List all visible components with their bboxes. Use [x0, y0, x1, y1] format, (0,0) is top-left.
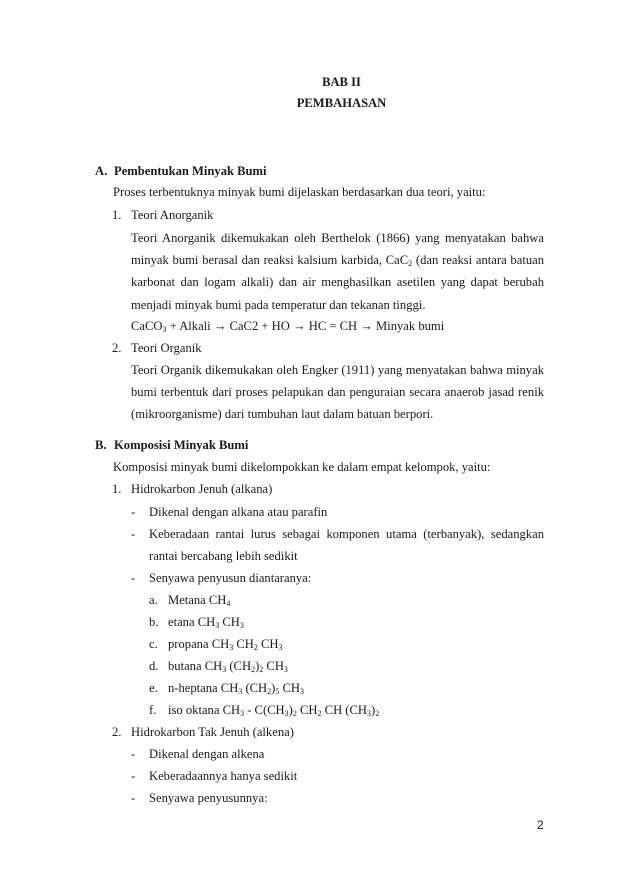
- bullet-dash: -: [131, 527, 136, 541]
- item-a2-title: Teori Organik: [131, 341, 202, 355]
- compound-e-label: e.: [149, 681, 158, 695]
- section-b-label: B.: [95, 438, 107, 452]
- compound-a-label: a.: [149, 593, 158, 607]
- section-a-heading: [95, 164, 267, 179]
- compound-d: butana $CH_3$ $(CH_2)_2$ $CH_3$: [168, 659, 288, 674]
- bullet-dash: -: [131, 769, 136, 783]
- chapter-number: BAB II: [322, 75, 361, 89]
- section-b-heading: [95, 438, 248, 453]
- item-a2-line-2: bumi terbentuk dari proses pelapukan dan penguraian secara anaerob jasad renik: [131, 385, 544, 399]
- item-a1-number: 1.: [112, 208, 122, 222]
- b2-bullet-2: Keberadaannya hanya sedikit: [149, 769, 298, 783]
- compound-b-label: b.: [149, 615, 159, 629]
- b1-bullet-2: Keberadaan rantai lurus sebagai komponen utama (terbanyak), sedangkan: [149, 527, 544, 541]
- item-a1-line-4: menjadi minyak bumi pada temperatur dan tekanan tinggi.: [131, 298, 426, 312]
- section-a-intro: Proses terbentuknya minyak bumi dijelaskan berdasarkan dua teori, yaitu:: [113, 185, 486, 199]
- compound-f: iso oktana $CH_3 - C(CH_3)_2$ $CH_2$ CH $(CH_3)_2$: [168, 703, 380, 718]
- bullet-dash: -: [131, 747, 136, 761]
- chapter-title: PEMBAHASAN: [296, 96, 387, 110]
- compound-d-label: d.: [149, 659, 159, 673]
- compound-f-label: f.: [149, 703, 157, 717]
- bullet-dash: -: [131, 571, 136, 585]
- item-a1-line-3: karbonat dan logam alkali) dan air menghasilkan asetilen yang dapat berubah: [131, 275, 544, 289]
- item-a1-line-2: minyak bumi berasal dan reaksi kalsium karbida, CaC$_2$ (dan reaksi antara batuan: [131, 253, 545, 268]
- item-b1-number: 1.: [112, 482, 122, 496]
- item-a2-line-3: (mikroorganisme) dari tumbuhan laut dalam batuan berpori.: [131, 407, 434, 421]
- b1-bullet-3: Senyawa penyusun diantaranya:: [149, 571, 312, 585]
- page-number: 2: [537, 818, 544, 832]
- reaction-equation: CaCO$_3$ + Alkali → CaC2 + HO → HC = CH → Minyak bumi: [131, 319, 445, 334]
- compound-c-label: c.: [149, 637, 158, 651]
- compound-e: n-heptana $CH_3$ $(CH_2)_5$ $CH_3$: [168, 681, 304, 696]
- item-a2-number: 2.: [112, 341, 122, 355]
- b1-bullet-2-cont: rantai bercabang lebih sedikit: [149, 549, 298, 563]
- compound-b: etana $CH_3$ $CH_3$: [168, 615, 244, 630]
- b2-bullet-1: Dikenal dengan alkena: [149, 747, 265, 761]
- bullet-dash: -: [131, 791, 136, 805]
- item-a1-line-1: Teori Anorganik dikemukakan oleh Berthelok (1866) yang menyatakan bahwa: [131, 231, 544, 245]
- item-b2-number: 2.: [112, 725, 122, 739]
- section-a-title: Pembentukan Minyak Bumi: [114, 164, 267, 178]
- compound-c: propana $CH_3$ $CH_2$ $CH_3$: [168, 637, 283, 652]
- bullet-dash: -: [131, 505, 136, 519]
- b2-bullet-3: Senyawa penyusunnya:: [149, 791, 268, 805]
- item-a1-title: Teori Anorganik: [131, 208, 214, 222]
- section-b-title: Komposisi Minyak Bumi: [114, 438, 249, 452]
- section-a-label: A.: [95, 164, 108, 178]
- compound-a: Metana $CH_4$: [168, 593, 231, 608]
- b1-bullet-1: Dikenal dengan alkana atau parafin: [149, 505, 328, 519]
- item-a2-line-1: Teori Organik dikemukakan oleh Engker (1911) yang menyatakan bahwa minyak: [131, 363, 544, 377]
- item-b1-title: Hidrokarbon Jenuh (alkana): [131, 482, 273, 496]
- section-b-intro: Komposisi minyak bumi dikelompokkan ke dalam empat kelompok, yaitu:: [113, 460, 491, 474]
- item-b2-title: Hidrokarbon Tak Jenuh (alkena): [131, 725, 294, 739]
